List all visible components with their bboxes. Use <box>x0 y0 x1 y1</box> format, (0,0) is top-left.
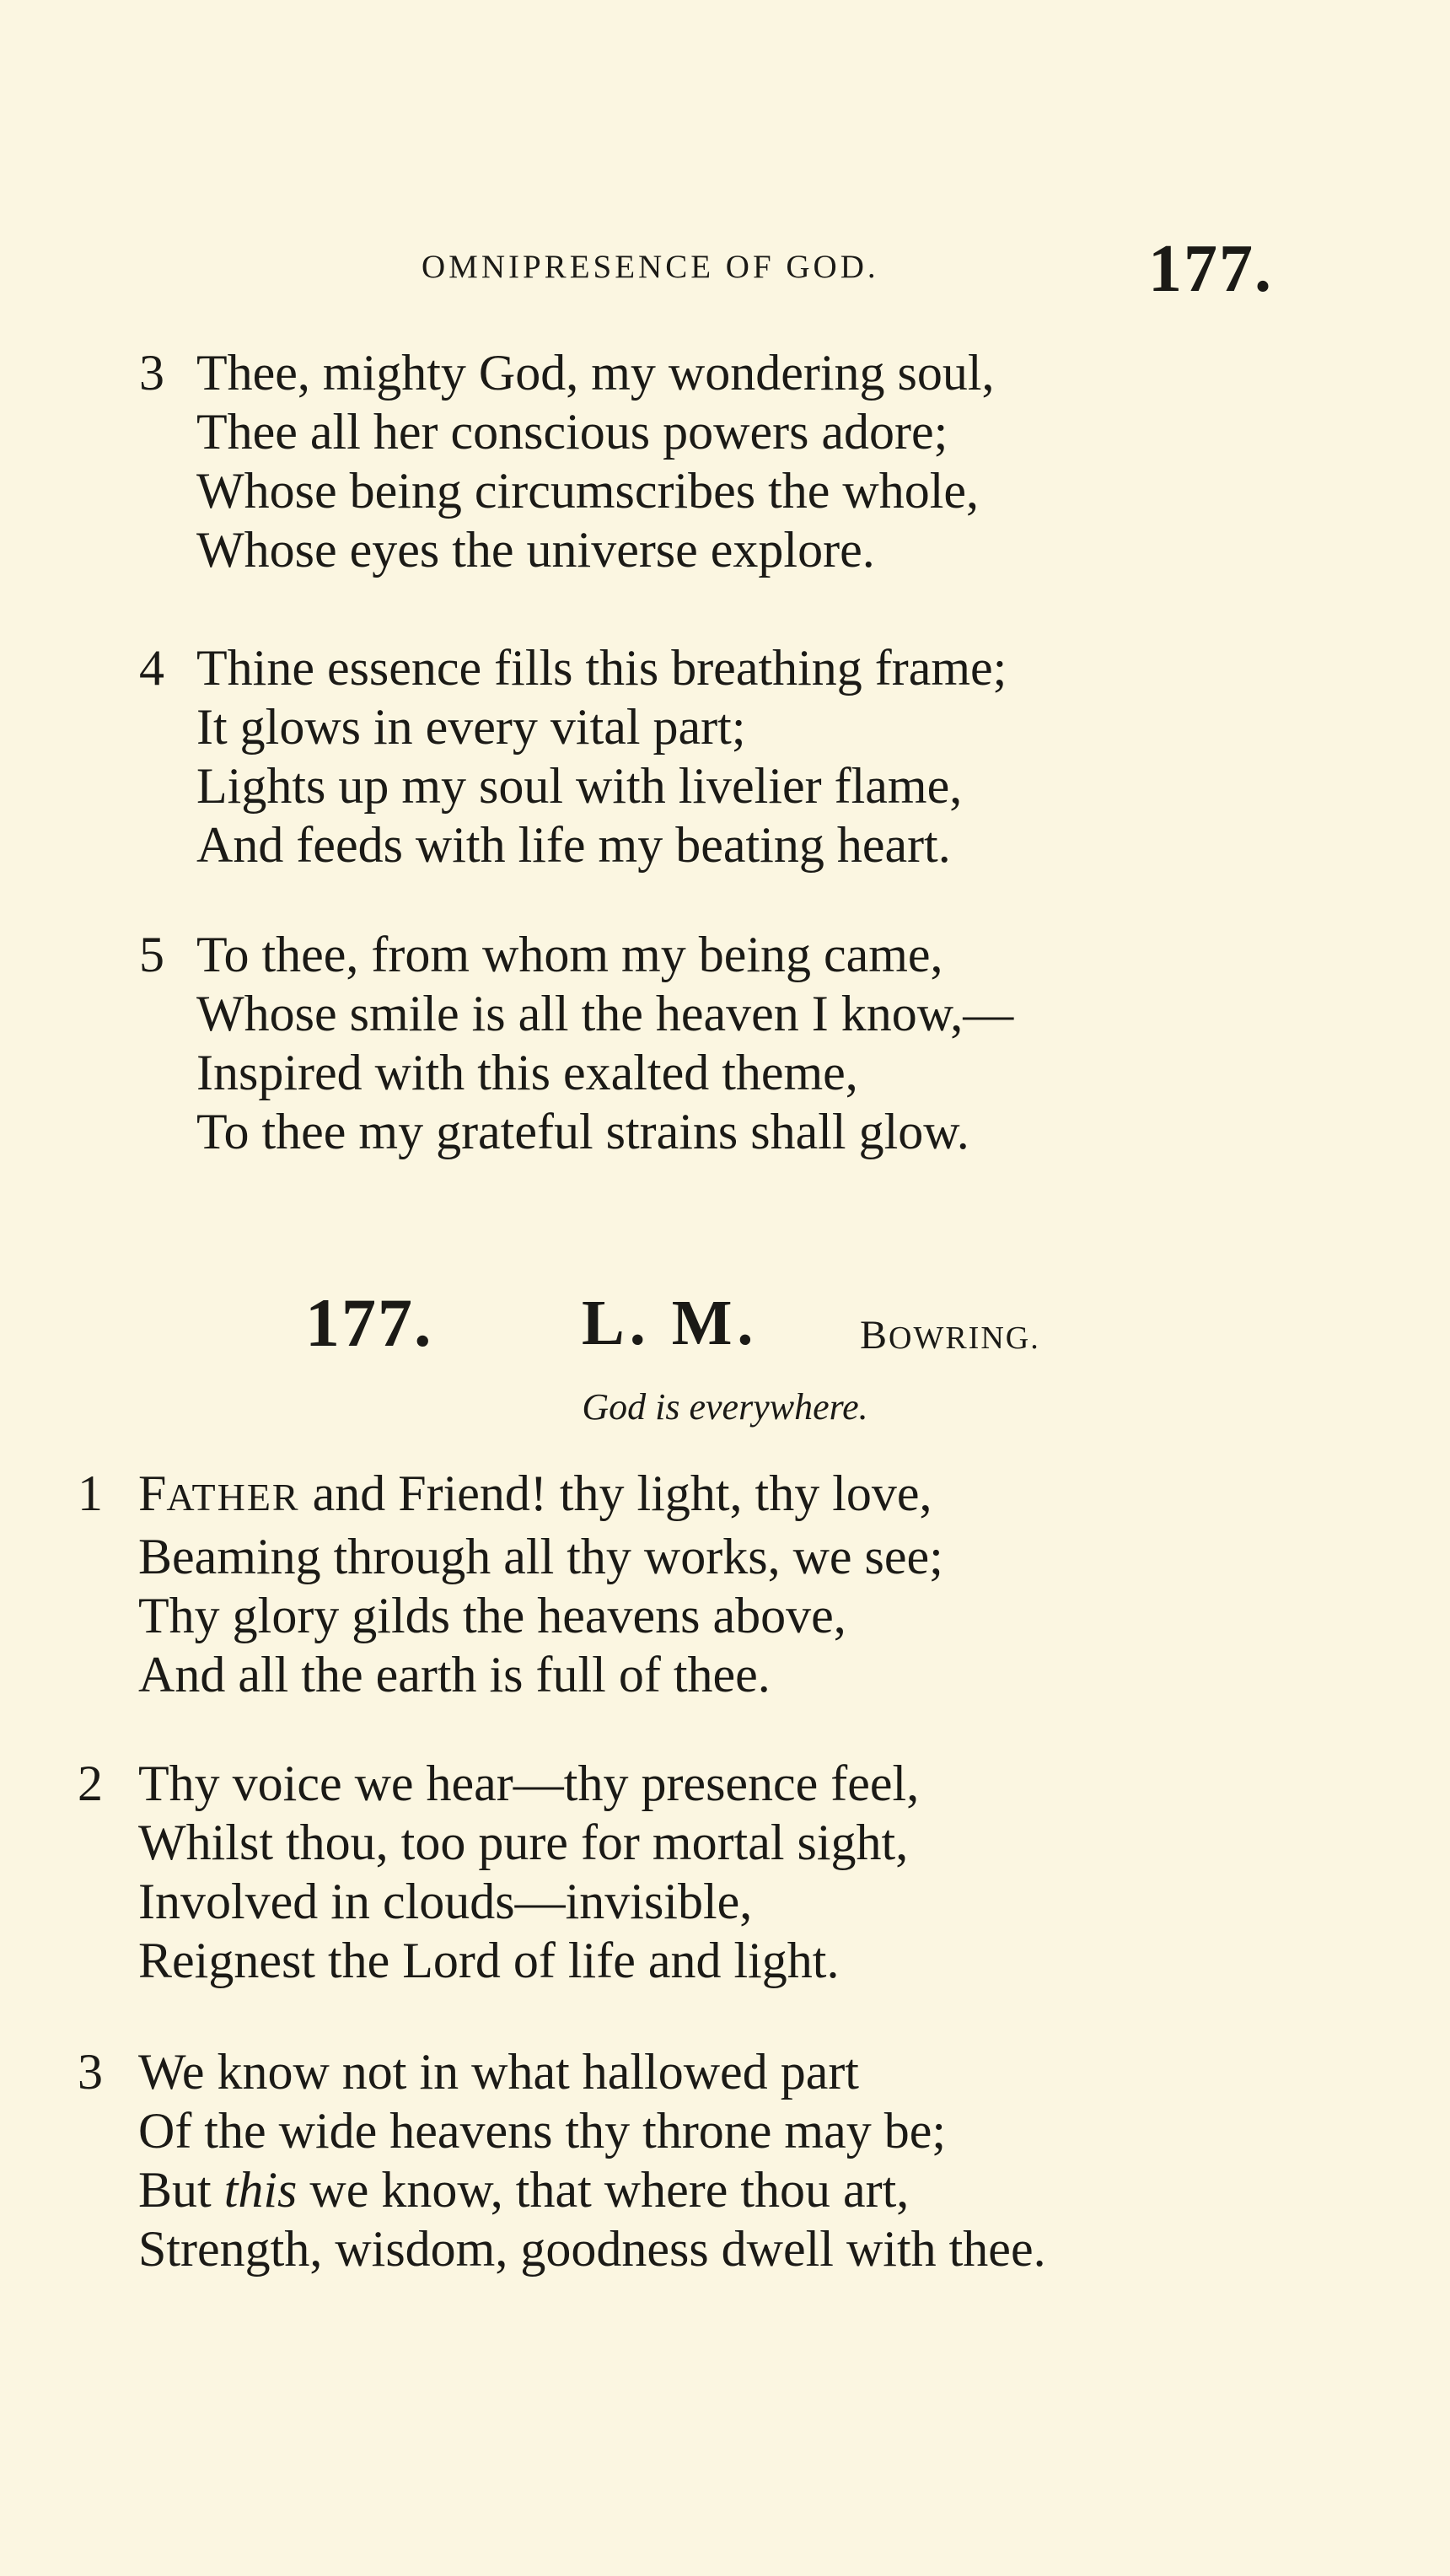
verse-line: Strength, wisdom, goodness dwell with thee. <box>138 2221 1046 2277</box>
verse-lines <box>196 638 1007 874</box>
verse-number: 4 <box>139 640 164 696</box>
hymn-author <box>860 1312 1040 1358</box>
first-letter: F <box>138 1465 167 1521</box>
first-line-rest: and Friend! thy light, thy love, <box>299 1465 932 1521</box>
line-start: But <box>138 2162 224 2218</box>
hymn-subtitle: God is everywhere. <box>582 1386 868 1428</box>
verse-lines <box>196 343 995 579</box>
verse-lines <box>196 925 1013 1161</box>
verse-number: 3 <box>78 2044 103 2100</box>
verse-line: We know not in what hallowed part <box>138 2044 859 2100</box>
verse-line-first <box>138 1464 943 1527</box>
verse-line: To thee, from whom my being came, <box>196 927 943 982</box>
verse-line: Whose smile is all the heaven I know,— <box>196 986 1014 1041</box>
running-title: OMNIPRESENCE OF GOD. <box>422 249 879 285</box>
verse-line: Inspired with this exalted theme, <box>196 1045 858 1100</box>
verse-line: Lights up my soul with livelier flame, <box>196 758 963 814</box>
verse-line-with-italic <box>138 2160 1046 2219</box>
author-initial: B <box>860 1313 889 1358</box>
verse-line: Thy glory gilds the heavens above, <box>138 1588 846 1643</box>
verse-line: Of the wide heavens thy throne may be; <box>138 2103 947 2159</box>
first-word-smallcaps: ATHER <box>166 1476 300 1519</box>
italic-word: this <box>223 2162 298 2218</box>
verse-number: 2 <box>78 1756 103 1811</box>
hymn-heading <box>0 1283 1450 1368</box>
verse-line: And all the earth is full of thee. <box>138 1647 771 1702</box>
verse-line: Thee all her conscious powers adore; <box>196 404 948 460</box>
verse-line: To thee my grateful strains shall glow. <box>196 1104 969 1159</box>
running-header <box>0 232 1450 306</box>
verse-line: Whose eyes the universe explore. <box>196 522 875 578</box>
hymn-number: 177. <box>305 1284 433 1361</box>
verse-line: Reignest the Lord of life and light. <box>138 1933 840 1988</box>
verse-line: And feeds with life my beating heart. <box>196 817 951 873</box>
verse-line: It glows in every vital part; <box>196 699 746 755</box>
verse-lines <box>138 1464 943 1704</box>
verse-line: Thee, mighty God, my wondering soul, <box>196 345 995 401</box>
verse-number: 3 <box>139 345 164 401</box>
verse-line: Thine essence fills this breathing frame; <box>196 640 1007 696</box>
verse-number: 5 <box>139 927 164 982</box>
line-end: we know, that where thou art, <box>297 2162 910 2218</box>
verse-line: Whose being circumscribes the whole, <box>196 463 980 519</box>
hymn-meter: L. M. <box>582 1288 759 1358</box>
verse-lines <box>138 2042 1046 2278</box>
verse-lines <box>138 1754 919 1990</box>
page-number: 177. <box>1148 232 1273 306</box>
verse-line: Beaming through all thy works, we see; <box>138 1529 943 1584</box>
verse-line: Thy voice we hear—thy presence feel, <box>138 1756 920 1811</box>
author-rest: OWRING. <box>889 1320 1040 1356</box>
verse-number: 1 <box>78 1465 103 1521</box>
verse-line: Whilst thou, too pure for mortal sight, <box>138 1815 909 1870</box>
verse-line: Involved in clouds—invisible, <box>138 1874 753 1929</box>
